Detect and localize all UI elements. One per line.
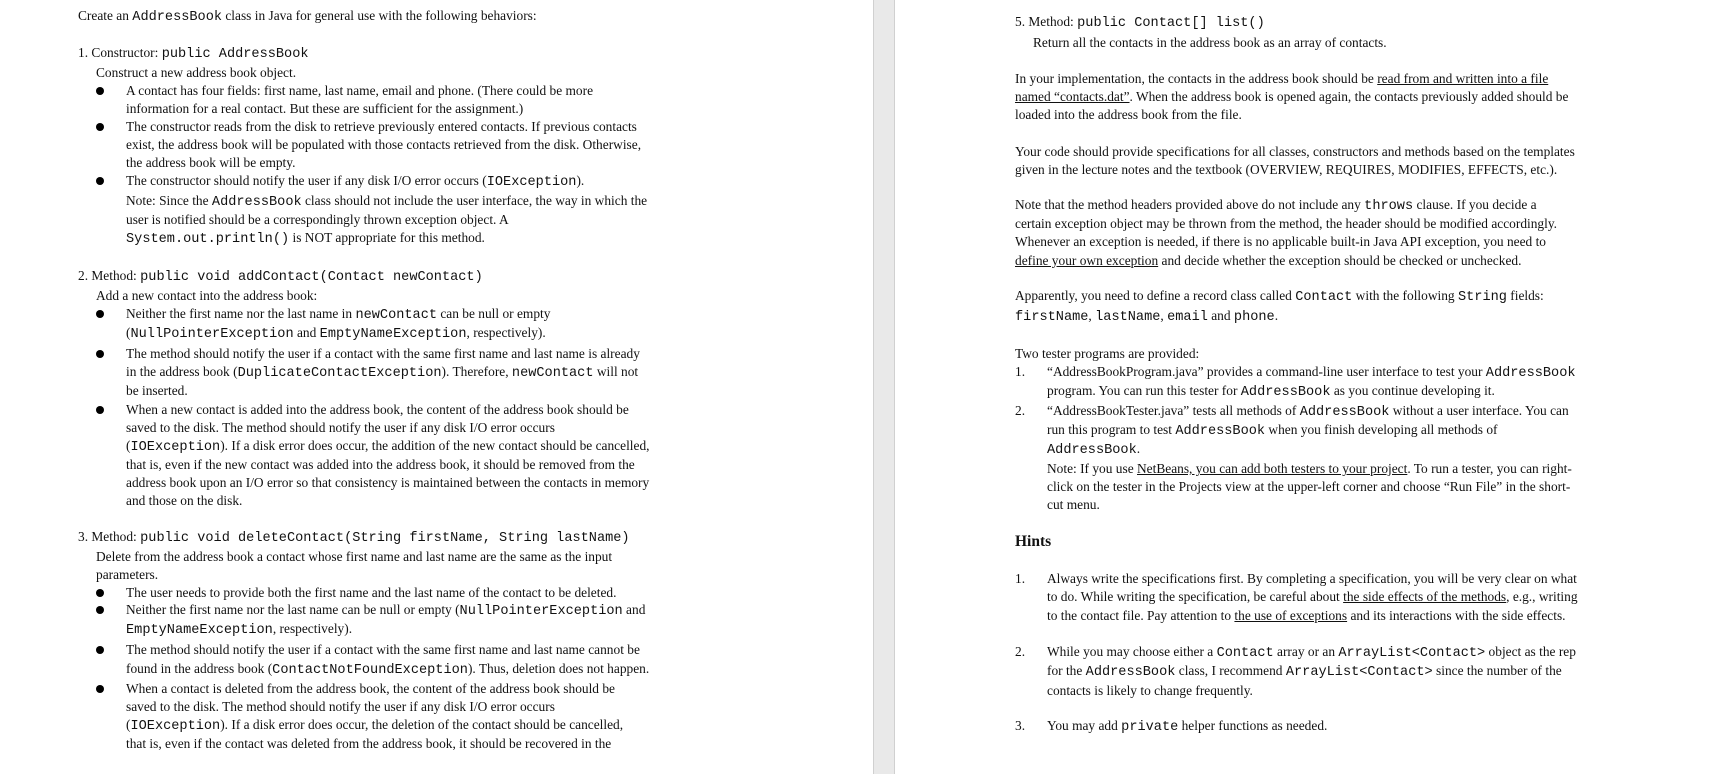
text-line: to the contact file. Pay attention to the use of exceptions and its interactions with the side effects.	[1047, 608, 1566, 623]
text-line: saved to the disk. The method should notify the user if any disk I/O error occurs	[126, 420, 555, 435]
text-line: You may add private helper functions as needed.	[1047, 718, 1328, 735]
text-line: The method should notify the user if a contact with the same first name and last name is already	[126, 346, 640, 361]
code-text: firstName	[1015, 310, 1089, 325]
text-line: Note that the method headers provided above do not include any throws clause. If you decide a	[1015, 197, 1537, 214]
text-line: given in the lecture notes and the textbook (OVERVIEW, REQUIRES, MODIFIES, EFFECTS, etc.).	[1015, 162, 1558, 177]
text-line: (IOException). If a disk error does occur, the addition of the new contact should be cancelled,	[126, 438, 650, 455]
text-line: The constructor should notify the user if any disk I/O error occurs (IOException).	[126, 173, 585, 190]
list-number: 2.	[1015, 403, 1026, 418]
text-line: contacts is likely to change frequently.	[1047, 683, 1253, 698]
text-line: firstName, lastName, email and phone.	[1015, 308, 1279, 325]
code-text: AddressBook	[1240, 385, 1331, 400]
underlined-text: named “contacts.dat”	[1015, 89, 1130, 104]
text-line: AddressBook.	[1047, 441, 1141, 458]
code-text: ContactNotFoundException	[272, 663, 468, 678]
section-3-heading: 3. Method: public void deleteContact(String firstName, String lastName)	[78, 529, 630, 546]
text-line: When a contact is deleted from the address book, the content of the address book should be	[126, 681, 615, 696]
text-line: in the address book (DuplicateContactException). Therefore, newContact will not	[126, 364, 639, 381]
text-line: System.out.println() is NOT appropriate for this method.	[126, 230, 485, 247]
text-line: information for a real contact. But these are sufficient for the assignment.)	[126, 101, 524, 116]
bullet-icon	[96, 350, 104, 358]
code-text: email	[1167, 310, 1208, 325]
text-line: A contact has four fields: first name, last name, email and phone. (There could be more	[126, 83, 594, 98]
text-line: When a new contact is added into the address book, the content of the address book should be	[126, 402, 629, 417]
text-line: named “contacts.dat”. When the address book is opened again, the contacts previously added should be	[1015, 89, 1569, 104]
text-line: Always write the specifications first. By completing a specification, you will be very clear on what	[1047, 571, 1577, 586]
text-line: and those on the disk.	[126, 493, 243, 508]
text-line: Delete from the address book a contact whose first name and last name are the same as the input	[96, 549, 613, 564]
text-line: for the AddressBook class, I recommend ArrayList<Contact> since the number of the	[1047, 663, 1562, 680]
text-line: user is notified should be a correspondingly thrown exception object. A	[126, 212, 509, 227]
section-5-heading: 5. Method: public Contact[] list()	[1015, 14, 1265, 31]
hints-heading: Hints	[1015, 533, 1052, 550]
bullet-icon	[96, 646, 104, 654]
text-line: Note: If you use NetBeans, you can add both testers to your project. To run a tester, you can right-	[1047, 461, 1572, 476]
bullet-icon	[96, 685, 104, 693]
underlined-text: the use of exceptions	[1234, 608, 1348, 623]
code-text: EmptyNameException	[319, 327, 467, 342]
text-line: parameters.	[96, 567, 159, 582]
text-line: certain exception object may be thrown from the method, the header should be modified accordingly.	[1015, 216, 1558, 231]
text-line: Add a new contact into the address book:	[96, 288, 318, 303]
code-text: AddressBook	[1047, 443, 1137, 458]
text-line: “AddressBookTester.java” tests all methods of AddressBook without a user interface. You can	[1047, 403, 1569, 420]
code-text: NullPointerException	[130, 327, 294, 342]
text-line: Two tester programs are provided:	[1015, 346, 1200, 361]
bullet-icon	[96, 87, 104, 95]
code-text: NullPointerException	[459, 604, 623, 619]
bullet-icon	[96, 589, 104, 597]
text-line: The method should notify the user if a contact with the same first name and last name cannot be	[126, 642, 640, 657]
code-text: AddressBook	[132, 10, 223, 25]
code-text: EmptyNameException	[126, 623, 273, 638]
bullet-icon	[96, 406, 104, 414]
text-line: EmptyNameException, respectively).	[126, 621, 353, 638]
bullet-icon	[96, 123, 104, 131]
bullet-icon	[96, 606, 104, 614]
text-line: The user needs to provide both the first name and the last name of the contact to be deleted.	[126, 585, 617, 600]
code-text: IOException	[130, 719, 221, 734]
list-number: 2.	[1015, 644, 1026, 659]
text-line: the address book will be empty.	[126, 155, 296, 170]
code-text: newContact	[355, 308, 438, 323]
text-line: Construct a new address book object.	[96, 65, 297, 80]
text-line: to do. While writing the specification, be careful about the side effects of the methods, e.g., writing	[1047, 589, 1578, 604]
code-text: AddressBook	[211, 195, 302, 210]
code-text: phone	[1233, 310, 1275, 325]
code-text: DuplicateContactException	[237, 366, 442, 381]
underlined-text: define your own exception	[1015, 253, 1159, 268]
bullet-icon	[96, 177, 104, 185]
code-text: Contact	[1216, 646, 1274, 661]
code-text: System.out.println()	[126, 232, 290, 247]
underlined-text: NetBeans, you can add both testers to your project	[1137, 461, 1408, 476]
text-line: that is, even if the new contact was added into the address book, it should be removed from the	[126, 457, 635, 472]
text-line: run this program to test AddressBook when you finish developing all methods of	[1047, 422, 1498, 439]
text-line: (NullPointerException and EmptyNameException, respectively).	[126, 325, 546, 342]
list-number: 3.	[1015, 718, 1026, 733]
text-line: loaded into the address book from the file.	[1015, 107, 1242, 122]
code-text: IOException	[486, 175, 577, 190]
code-text: AddressBook	[1085, 665, 1176, 680]
text-line: Neither the first name nor the last name can be null or empty (NullPointerException and	[126, 602, 646, 619]
text-line: define your own exception and decide whether the exception should be checked or unchecked.	[1015, 253, 1522, 268]
text-line: found in the address book (ContactNotFoundException). Thus, deletion does not happen.	[126, 661, 650, 678]
section-1-heading: 1. Constructor: public AddressBook	[78, 45, 309, 62]
bullet-icon	[96, 310, 104, 318]
list-number: 1.	[1015, 364, 1026, 379]
code-text: newContact	[511, 366, 594, 381]
text-line: Neither the first name nor the last name in newContact can be null or empty	[126, 306, 551, 323]
code-text: private	[1121, 720, 1179, 735]
page-gap-divider	[873, 0, 895, 774]
section-2-heading: 2. Method: public void addContact(Contact newContact)	[78, 268, 483, 285]
code-text: public void addContact(Contact newContact)	[140, 270, 483, 285]
text-line: Note: Since the AddressBook class should not include the user interface, the way in which the	[126, 193, 648, 210]
text-line: Apparently, you need to define a record class called Contact with the following String fields:	[1015, 288, 1544, 305]
text-line: (IOException). If a disk error does occur, the deletion of the contact should be cancelled,	[126, 717, 624, 734]
text-line: that is, even if the contact was deleted from the address book, it should be recovered in the	[126, 736, 612, 751]
text-line: cut menu.	[1047, 497, 1100, 512]
text-line: Your code should provide specifications for all classes, constructors and methods based on the templates	[1015, 144, 1575, 159]
text-line: The constructor reads from the disk to retrieve previously entered contacts. If previous contacts	[126, 119, 637, 134]
underlined-text: the side effects of the methods	[1343, 589, 1507, 604]
code-text: public void deleteContact(String firstName, String lastName)	[140, 531, 630, 546]
code-text: IOException	[130, 440, 221, 455]
text-line: exist, the address book will be populated with those contacts retrieved from the disk. Otherwise,	[126, 137, 642, 152]
intro-line: Create an AddressBook class in Java for general use with the following behaviors:	[78, 8, 537, 25]
text-line: saved to the disk. The method should notify the user if any disk I/O error occurs	[126, 699, 555, 714]
code-text: Contact	[1295, 290, 1353, 305]
list-number: 1.	[1015, 571, 1026, 586]
code-text: AddressBook	[1299, 405, 1390, 420]
code-text: ArrayList<Contact>	[1285, 665, 1433, 680]
code-text: String	[1457, 290, 1507, 305]
text-line: Return all the contacts in the address book as an array of contacts.	[1033, 35, 1387, 50]
text-line: program. You can run this tester for AddressBook as you continue developing it.	[1047, 383, 1495, 400]
code-text: ArrayList<Contact>	[1338, 646, 1486, 661]
underlined-text: read from and written into a file	[1377, 71, 1549, 86]
code-text: AddressBook	[1175, 424, 1266, 439]
code-text: public AddressBook	[161, 47, 309, 62]
text-line: “AddressBookProgram.java” provides a command-line user interface to test your AddressBook	[1047, 364, 1576, 381]
text-line: In your implementation, the contacts in the address book should be read from and written into a file	[1015, 71, 1549, 86]
text-line: click on the tester in the Projects view at the upper-left corner and choose “Run File” in the short-	[1047, 479, 1571, 494]
code-text: lastName	[1095, 310, 1161, 325]
text-line: be inserted.	[126, 383, 188, 398]
code-text: AddressBook	[1485, 366, 1576, 381]
text-line: address book upon an I/O error so that consistency is maintained between the contacts in memory	[126, 475, 650, 490]
text-line: Whenever an exception is needed, if there is no applicable built-in Java API exception, you need to	[1015, 234, 1546, 249]
code-text: throws	[1364, 199, 1414, 214]
text-line: While you may choose either a Contact array or an ArrayList<Contact> object as the rep	[1047, 644, 1576, 661]
code-text: public Contact[] list()	[1077, 16, 1265, 31]
